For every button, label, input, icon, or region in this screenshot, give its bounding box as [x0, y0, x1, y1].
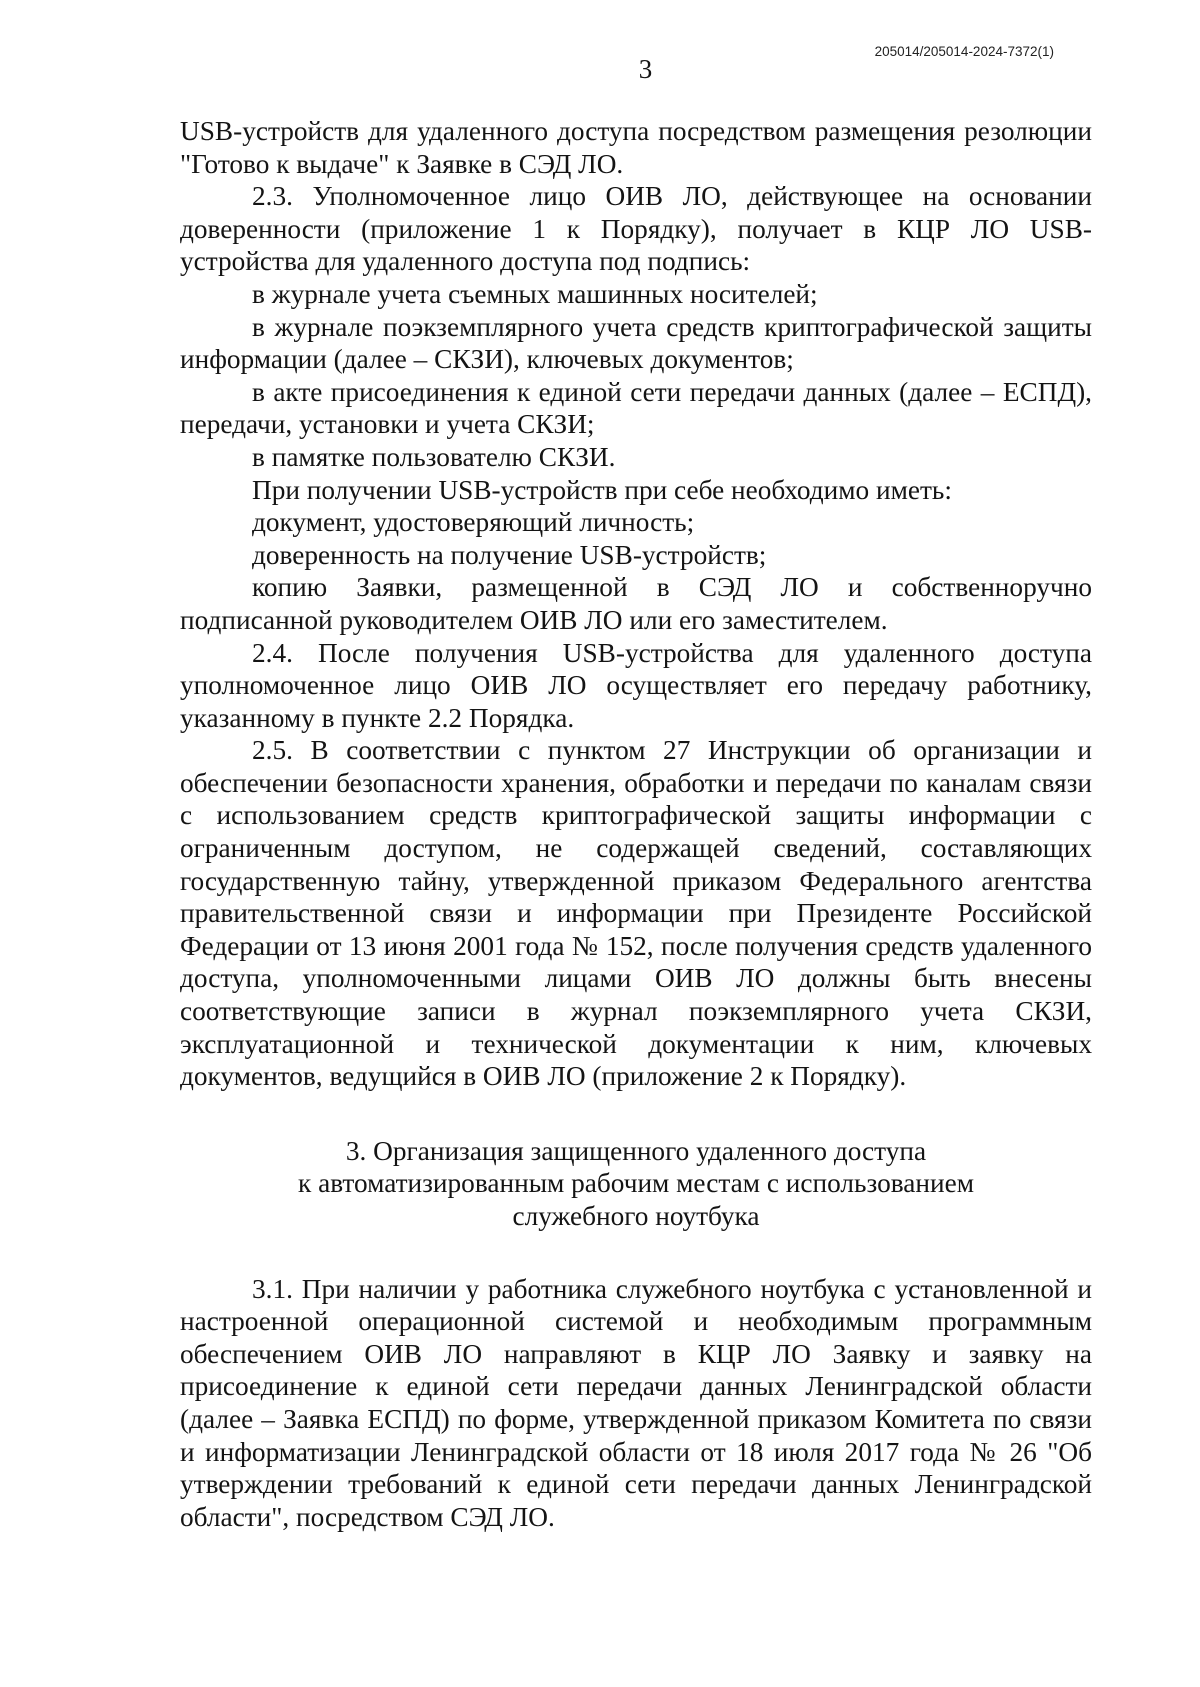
- paragraph-required-docs: При получении USB-устройств при себе необходимо иметь:: [252, 474, 952, 505]
- list-item-memo: в памятке пользователю СКЗИ.: [252, 441, 616, 472]
- list-item-act-espd: в акте присоединения к единой сети передачи данных (далее – ЕСПД), передачи, установки и учета СКЗИ;: [180, 376, 1092, 440]
- page-number: 3: [638, 54, 653, 84]
- paragraph-usb-continuation: USB-устройств для удаленного доступа посредством размещения резолюции "Готово к выдаче" к Заявке в СЭД ЛО.: [180, 116, 1092, 179]
- paragraph-2-5: 2.5. В соответствии с пунктом 27 Инструкции об организации и обеспечении безопасности хранения, обработки и передачи по каналам связи с использованием средств криптографической защиты информации с ограниченным доступом, не содержащей сведений, составляющих государственную тайну, утвержденной приказом Федерального агентства правительственной связи и информации при Президенте Российской Федерации от 13 июня 2001 года № 152, после получения средств удаленного доступа, уполномоченными лицами ОИВ ЛО должны быть внесены соответствующие записи в журнал поэкземплярного учета СКЗИ, эксплуатационной и технической документации к ним, ключевых документов, ведущийся в ОИВ ЛО (приложение 2 к Порядку).: [180, 735, 1092, 1092]
- list-item-request-copy: копию Заявки, размещенной в СЭД ЛО и собственноручно подписанной руководителем ОИВ ЛО или его заместителем.: [180, 572, 1092, 635]
- list-item-journal-skzi: в журнале поэкземплярного учета средств криптографической защиты информации (далее – СКЗИ), ключевых документов;: [180, 311, 1092, 375]
- list-item-id-document: документ, удостоверяющий личность;: [252, 507, 695, 538]
- section-heading-line: служебного ноутбука: [512, 1201, 760, 1231]
- document-body: [180, 115, 1092, 1533]
- paragraph-2-3: 2.3. Уполномоченное лицо ОИВ ЛО, действующее на основании доверенности (приложение 1 к Порядку), получает в КЦР ЛО USB-устройства для удаленного доступа под подпись:: [180, 181, 1092, 277]
- paragraph-2-4: 2.4. После получения USB-устройства для удаленного доступа уполномоченное лицо ОИВ ЛО осуществляет его передачу работнику, указанному в пункте 2.2 Порядка.: [180, 637, 1092, 733]
- section-heading-line: к автоматизированным рабочим местам с использованием: [298, 1168, 974, 1199]
- section-3-heading: [180, 1135, 1092, 1233]
- list-item-power-of-attorney: доверенность на получение USB-устройств;: [252, 539, 767, 570]
- list-item-journal-media: в журнале учета съемных машинных носителей;: [252, 278, 818, 309]
- document-registration-number: 205014/205014-2024-7372(1): [874, 44, 1054, 59]
- section-heading-line: 3. Организация защищенного удаленного доступа: [345, 1135, 927, 1166]
- paragraph-3-1: 3.1. При наличии у работника служебного ноутбука с установленной и настроенной операционной системой и необходимым программным обеспечением ОИВ ЛО направляют в КЦР ЛО Заявку и заявку на присоединение к единой сети передачи данных Ленинградской области (далее – Заявка ЕСПД) по форме, утвержденной приказом Комитета по связи и информатизации Ленинградской области от 18 июля 2017 года № 26 "Об утверждении требований к единой сети передачи данных Ленинградской области", посредством СЭД ЛО.: [180, 1273, 1092, 1532]
